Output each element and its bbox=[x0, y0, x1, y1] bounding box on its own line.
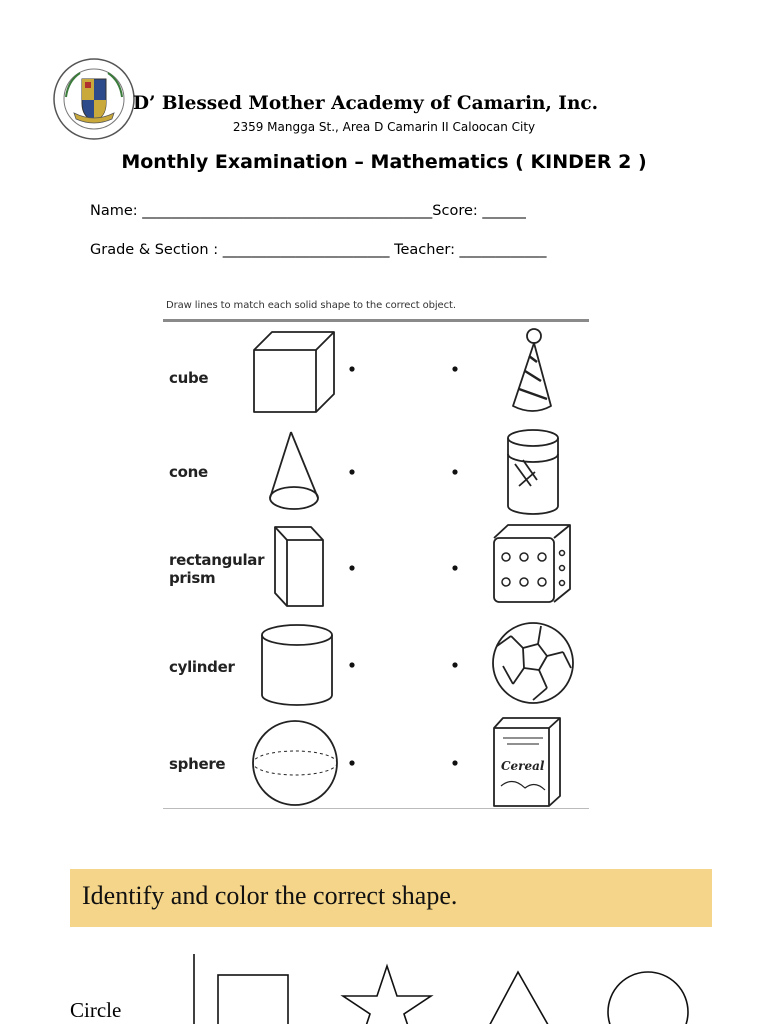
label-cube: cube bbox=[169, 369, 209, 387]
match-dot-right-4[interactable] bbox=[452, 662, 457, 667]
label-rectangular-prism: rectangular prism bbox=[169, 551, 265, 587]
match-dot-right-1[interactable] bbox=[452, 366, 457, 371]
cylinder-icon bbox=[262, 625, 332, 705]
label-sphere: sphere bbox=[169, 755, 226, 773]
triangle-icon[interactable] bbox=[487, 972, 551, 1024]
rectangular-prism-icon bbox=[275, 527, 323, 606]
soccer-ball-icon bbox=[493, 623, 573, 703]
matching-worksheet bbox=[163, 296, 589, 809]
match-dot-left-3[interactable] bbox=[349, 565, 354, 570]
matching-instruction: Draw lines to match each solid shape to the correct object. bbox=[166, 300, 456, 311]
shape-row-label: Circle bbox=[70, 998, 122, 1022]
match-dot-right-3[interactable] bbox=[452, 565, 457, 570]
teacher-field[interactable]: Teacher: ____________ bbox=[394, 242, 547, 258]
star-icon[interactable] bbox=[343, 966, 431, 1024]
party-hat-icon bbox=[513, 329, 551, 411]
dice-icon bbox=[494, 525, 570, 602]
shape-choices bbox=[185, 950, 705, 1024]
school-address: 2359 Mangga St., Area D Camarin II Caloocan City bbox=[232, 120, 536, 134]
score-field[interactable]: Score: ______ bbox=[432, 203, 526, 219]
matching-drawings bbox=[163, 296, 589, 809]
grade-section-field[interactable]: Grade & Section : _______________________ bbox=[90, 242, 390, 258]
grade-teacher-line bbox=[90, 242, 547, 258]
color-instruction: Identify and color the correct shape. bbox=[82, 881, 458, 910]
school-name: D’ Blessed Mother Academy of Camarin, Inc. bbox=[133, 93, 599, 114]
exam-title: Monthly Examination – Mathematics ( KINDER 2 ) bbox=[121, 151, 647, 173]
match-dot-right-2[interactable] bbox=[452, 469, 457, 474]
circle-icon[interactable] bbox=[608, 972, 688, 1024]
sphere-icon bbox=[253, 721, 337, 805]
match-dot-left-1[interactable] bbox=[349, 366, 354, 371]
cereal-box-label: Cereal bbox=[501, 759, 545, 773]
name-field[interactable]: Name: ________________________________________ bbox=[90, 203, 433, 219]
matching-dots bbox=[349, 366, 457, 765]
square-icon[interactable] bbox=[218, 975, 288, 1024]
worksheet-bottom-border bbox=[163, 808, 589, 809]
label-cylinder: cylinder bbox=[169, 658, 235, 676]
match-dot-left-2[interactable] bbox=[349, 469, 354, 474]
cube-icon bbox=[254, 332, 334, 412]
match-dot-right-5[interactable] bbox=[452, 760, 457, 765]
color-instruction-banner bbox=[70, 869, 712, 927]
cone-icon bbox=[270, 432, 318, 509]
can-icon bbox=[508, 430, 558, 514]
match-dot-left-5[interactable] bbox=[349, 760, 354, 765]
label-cone: cone bbox=[169, 463, 208, 481]
name-score-line bbox=[90, 203, 526, 219]
match-dot-left-4[interactable] bbox=[349, 662, 354, 667]
